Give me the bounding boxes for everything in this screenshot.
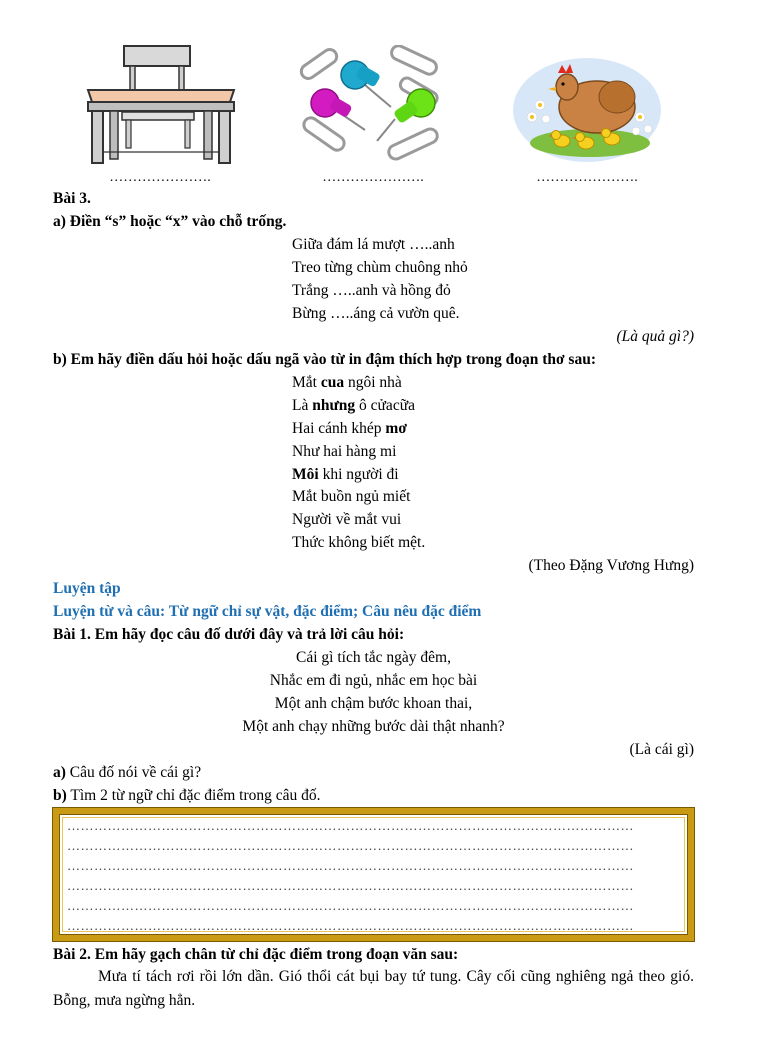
poem-a-line-3: Trắng …..anh và hồng đỏ <box>292 282 451 299</box>
answer-line-3[interactable]: ……………………………………………………………………………………………………………… <box>67 858 634 873</box>
desk-answer-blank: …………………. <box>109 170 211 185</box>
question-b: b) Tìm 2 từ ngữ chỉ đặc điểm trong câu đố. <box>53 787 321 804</box>
pushpins-illustration <box>295 45 450 165</box>
bold-word: mơ <box>385 420 407 437</box>
answer-line-1[interactable]: ……………………………………………………………………………………………………………… <box>67 818 634 833</box>
bold-word: Môi <box>292 466 319 483</box>
poem-a-source: (Là quả gì?) <box>616 328 694 345</box>
hen-answer-blank: …………………. <box>536 170 638 185</box>
riddle-source: (Là cái gì) <box>629 741 694 758</box>
question-a: a) Câu đố nói về cái gì? <box>53 764 202 781</box>
riddle-line-4: Một anh chạy những bước dài thật nhanh? <box>242 718 505 735</box>
poem-b-line-1: Mắt cua ngôi nhà <box>292 374 402 391</box>
bai3-b-prompt: b) Em hãy điền dấu hỏi hoặc dấu ngã vào từ in đậm thích hợp trong đoạn thơ sau: <box>53 351 596 368</box>
bai2-prompt: Bài 2. Em hãy gạch chân từ chỉ đặc điểm trong đoạn văn sau: <box>53 946 459 963</box>
bold-word: nhưng <box>312 397 356 414</box>
riddle-line-1: Cái gì tích tắc ngày đêm, <box>296 649 451 666</box>
bai2-paragraph: Mưa tí tách rơi rồi lớn dần. Gió thổi cát bụi bay tứ tung. Cây cối cũng nghiêng ngả theo gió. Bỗng, mưa ngừng hẳn. <box>53 968 694 1009</box>
section-heading: Luyện tập <box>53 580 121 597</box>
poem-a-line-4: Bừng …..áng cả vườn quê. <box>292 305 460 322</box>
poem-b-line-5: Môi khi người đi <box>292 466 399 483</box>
hen-illustration <box>512 55 662 165</box>
poem-b-line-4: Như hai hàng mi <box>292 443 397 460</box>
answer-box[interactable] <box>53 808 694 941</box>
poem-b-line-3: Hai cánh khép mơ <box>292 420 407 437</box>
poem-a-line-2: Treo từng chùm chuông nhỏ <box>292 259 468 276</box>
poem-b-line-6: Mắt buồn ngủ miết <box>292 488 411 505</box>
poem-a-line-1: Giữa đám lá mượt …..anh <box>292 236 455 253</box>
poem-b-line-7: Người về mắt vui <box>292 511 402 528</box>
poem-b-line-2: Là nhưng ô cửacữa <box>292 397 415 414</box>
riddle-line-3: Một anh chậm bước khoan thai, <box>274 695 473 712</box>
desk-illustration <box>82 42 242 167</box>
riddle-line-2: Nhắc em đi ngủ, nhắc em học bài <box>269 672 478 689</box>
pushpins-answer-blank: …………………. <box>322 170 424 185</box>
answer-line-5[interactable]: ……………………………………………………………………………………………………………… <box>67 898 634 913</box>
section-subheading: Luyện từ và câu: Từ ngữ chỉ sự vật, đặc điểm; Câu nêu đặc điểm <box>53 603 482 620</box>
bai3-a-prompt: a) Điền “s” hoặc “x” vào chỗ trống. <box>53 213 287 230</box>
answer-line-6[interactable]: ……………………………………………………………………………………………………………… <box>67 918 634 933</box>
poem-b-line-8: Thức không biết mệt. <box>292 534 426 551</box>
bold-word: cua <box>320 374 345 391</box>
poem-b-source: (Theo Đặng Vương Hưng) <box>528 557 694 574</box>
bai1-prompt: Bài 1. Em hãy đọc câu đố dưới đây và trả lời câu hỏi: <box>53 626 405 643</box>
bai3-title: Bài 3. <box>53 190 91 207</box>
answer-line-4[interactable]: ……………………………………………………………………………………………………………… <box>67 878 634 893</box>
answer-line-2[interactable]: ……………………………………………………………………………………………………………… <box>67 838 634 853</box>
